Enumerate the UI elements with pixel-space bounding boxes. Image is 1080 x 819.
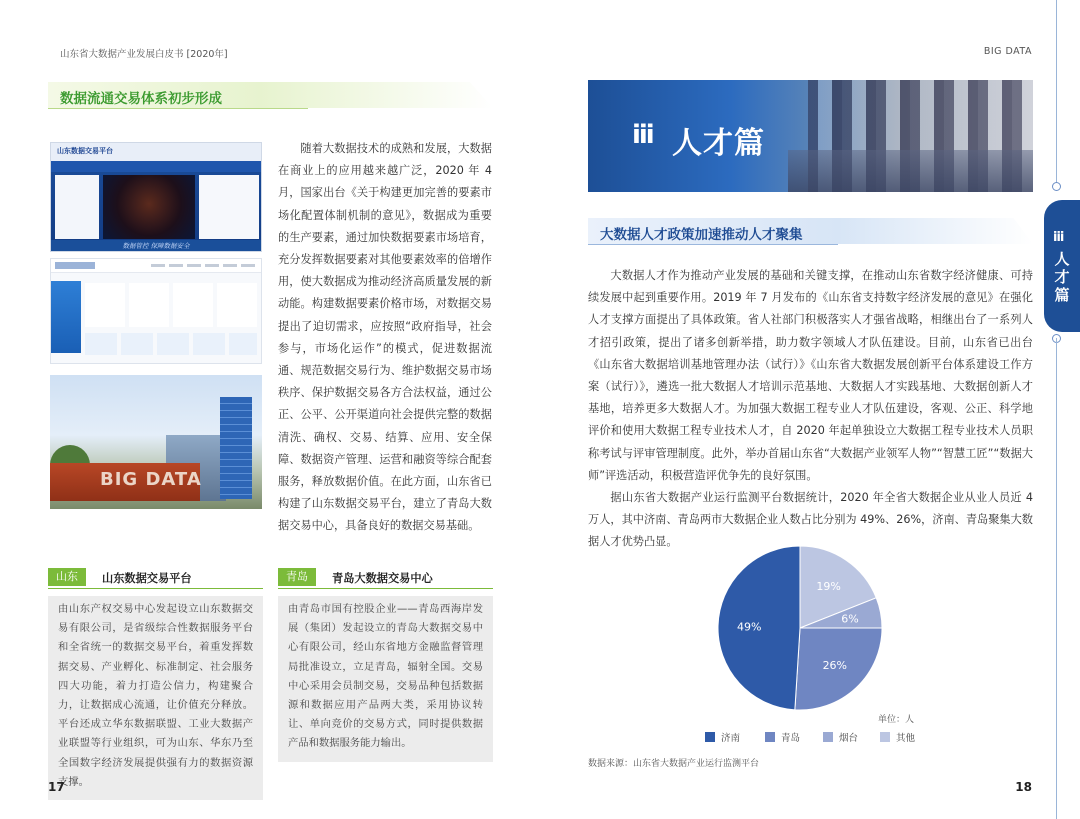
chart-unit: 单位：人 (878, 715, 915, 725)
rail-dot-top (1052, 182, 1061, 191)
side-tab-char: 才 (1054, 268, 1070, 286)
rail-line-bottom (1056, 338, 1057, 819)
legend-item (765, 730, 800, 744)
side-tab-label (1054, 250, 1070, 304)
side-tab-char: 篇 (1054, 286, 1070, 304)
box-tag: 山东 (48, 568, 86, 586)
right-body-text (588, 265, 1033, 554)
section-header-underline (48, 108, 308, 109)
legend-item (823, 730, 858, 744)
people-icon: ⅲ (1053, 230, 1062, 245)
legend-item (705, 730, 740, 744)
left-body-text (278, 138, 492, 538)
left-paragraph: 随着大数据技术的成熟和发展，大数据在商业上的应用越来越广泛，2020 年 4 月，国家出台《关于构建更加完善的要素市场化配置体制机制的意见》，数据成为重要的生产要素，通过加快数据要素市场培育，充分发挥数据要素对其他要素效率的倍增作用，使大数据成为推动经济高质量发展的新动能。构建数据要素价格市场，对数据交易提出了迫切需求，应按照“政府指导，社会参与，市场化运作”的模式，促进数据流通、规范数据交易行为、维护数据交易市场秩序、保护数据交易各方合法权益，通过公正、公平、公开渠道向社会提供完整的数据清洗、确权、交易、结算、应用、安全保障、数据资产管理、运营和融资等综合配套服务，释放数据价值。在此方面，山东省已构建了山东数据交易平台，建立了青岛大数据交易中心，具备良好的数据交易基础。 (278, 142, 492, 533)
right-section-header (588, 218, 1033, 244)
chapter-side-tab[interactable] (1044, 200, 1080, 332)
section-header-underline (588, 244, 838, 245)
legend-label: 其他 (896, 733, 916, 744)
screenshot-right-column (199, 175, 259, 239)
box-tag: 青岛 (278, 568, 316, 586)
legend-label: 烟台 (839, 733, 859, 744)
building-photo (50, 375, 262, 509)
left-section-title: 数据流通交易体系初步形成 (60, 91, 222, 107)
people-icon: ⅲ (632, 120, 651, 150)
legend-swatch (765, 732, 775, 742)
legend-swatch (823, 732, 833, 742)
talent-hero-banner (588, 80, 1033, 192)
side-tab-char: 人 (1054, 250, 1070, 268)
running-header-right: BIG DATA (983, 46, 1032, 57)
box-header (48, 568, 263, 588)
pie-label-青岛: 26% (822, 659, 848, 673)
qingdao-platform-screenshot (50, 258, 262, 364)
pie-label-其他: 19% (816, 579, 841, 593)
screenshot-banner: 数据管控 保障数据安全 (51, 240, 261, 252)
rail-line-top (1056, 0, 1057, 186)
shandong-platform-screenshot (50, 142, 262, 252)
box-header (278, 568, 493, 588)
page-number-right: 18 (1015, 780, 1032, 794)
legend-swatch (705, 732, 715, 742)
platform-logo: 山东数据交易平台 (57, 147, 113, 155)
screenshot-menu (51, 161, 261, 172)
legend-swatch (880, 732, 890, 742)
legend-item (880, 730, 915, 744)
screenshot-nav-logo (55, 262, 95, 269)
section-header-fade (260, 82, 493, 108)
box-header-line (48, 588, 263, 589)
right-paragraph-1: 大数据人才作为推动产业发展的基础和关键支撑，在推动山东省数字经济健康、可持续发展中起到重要作用。2019 年 7 月发布的《山东省支持数字经济发展的意见》在强化人才支撑方面提出了具体政策。省人社部门积极落实人才强省战略，相继出台了一系列人才招引政策，提出了诸多创新举措，助力数字领域人才队伍建设。目前，山东省已出台《山东省大数据培训基地管理办法（试行）》《山东省大数据发展创新平台体系建设工作方案（试行）》，遴选一批大数据人才培训示范基地、大数据人才实践基地、大数据创新人才基地，培养更多大数据人才。为加强大数据工程专业人才队伍建设，客观、公正、科学地评价和使用大数据工程专业技术人才，自 2020 年起单独设立大数据工程专业技术人员职称考试与评审管理制度。此外，举办首届山东省“大数据产业领军人物”“智慧工匠”“数据大师”评选活动，积极营造评优争先的良好氛围。 (588, 269, 1033, 482)
data-source: 数据来源：山东省大数据产业运行监测平台 (588, 759, 760, 769)
hero-floor (788, 150, 1033, 192)
page-number-left: 17 (48, 780, 65, 794)
photo-building-tower (220, 397, 252, 499)
box-title: 青岛大数据交易中心 (332, 572, 433, 585)
screenshot-center-image (103, 175, 195, 239)
screenshot-left-column (55, 175, 99, 239)
screenshot-cards (85, 283, 257, 327)
pie-label-济南: 49% (736, 620, 762, 634)
photo-wall-sign: BIG DATA (100, 469, 202, 490)
box-content: 由青岛市国有控股企业——青岛西海岸发展（集团）发起设立的青岛大数据交易中心有限公司，经山东省地方金融监督管理局批准设立，立足青岛，辐射全国。交易中心采用会员制交易，交易品种包括数据源和数据应用产品两大类，采用协议转让、单向竞价的交易方式，同时提供数据产品和数据服务能力输出。 (278, 596, 493, 762)
box-header-line (278, 588, 493, 589)
right-paragraph-2: 据山东省大数据产业运行监测平台数据统计，2020 年全省大数据企业从业人员近 4 万人，其中济南、青岛两市大数据企业人数占比分别为 49%、26%，济南、青岛聚集大数据人才优势凸显。 (588, 491, 1033, 549)
screenshot-nav-items (151, 264, 256, 267)
hero-title: 人才篇 (672, 126, 765, 161)
left-section-header (48, 82, 493, 108)
pie-label-烟台: 6% (841, 612, 859, 626)
legend-label: 青岛 (781, 733, 801, 744)
right-section-title: 大数据人才政策加速推动人才聚集 (600, 227, 803, 243)
page-edge-rail (1056, 0, 1057, 819)
box-content: 由山东产权交易中心发起设立山东数据交易有限公司，是省级综合性数据服务平台和全省统一的数据交易平台，着重发挥数据交易、产业孵化、标准制定、社会服务四大功能，着力打造公信力，构建聚合力，让数据成心流通，让价值充分释放。平台还成立华东数据联盟、工业大数据产业联盟等行业组织，可为山东、华东乃至全国数字经济发展提供强有力的数据资源支撑。 (48, 596, 263, 800)
screenshot-hero (51, 281, 81, 353)
legend-label: 济南 (721, 733, 741, 744)
screenshot-row (85, 333, 257, 355)
running-header-left: 山东省大数据产业发展白皮书 [2020年] (60, 49, 228, 60)
box-title: 山东数据交易平台 (102, 572, 192, 585)
section-header-fade (838, 218, 1033, 244)
talent-pie-chart (710, 540, 910, 720)
